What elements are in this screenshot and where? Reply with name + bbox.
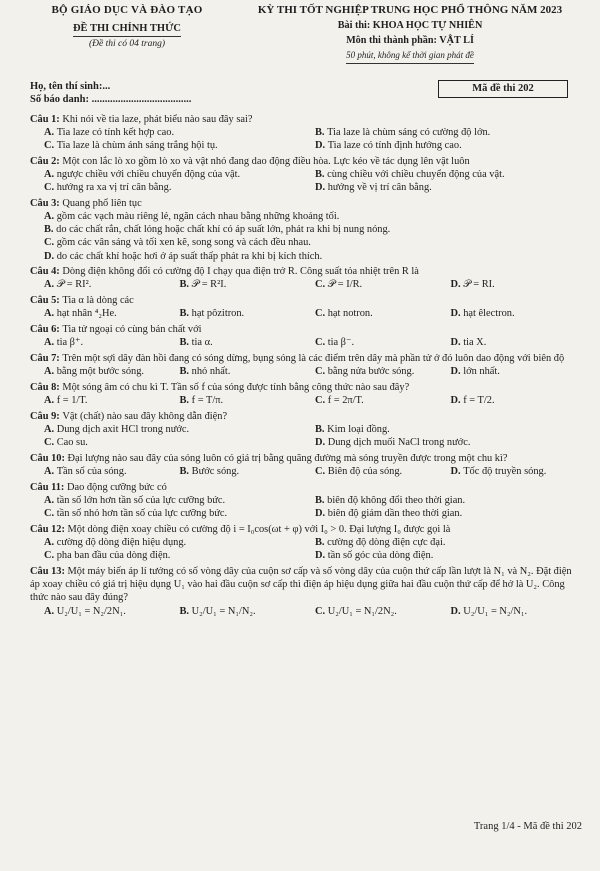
option-label: D.	[450, 605, 464, 617]
option-label: A.	[44, 279, 57, 291]
option-a	[44, 126, 309, 139]
question-4	[30, 265, 580, 291]
option-label: A.	[44, 168, 57, 180]
option-label: D.	[315, 182, 328, 194]
question-text: Một con lắc lò xo gồm lò xo và vật nhỏ đang dao động điều hòa. Lực kéo về tác dụng lên vật luôn	[62, 155, 470, 167]
question-stem	[30, 197, 580, 210]
exam-code: Mã đề thi 202	[438, 80, 568, 98]
option-text: tia β⁺.	[56, 337, 84, 349]
option-d	[315, 181, 580, 194]
option-text: tần số nhỏ hơn tần số của lực cưỡng bức.	[56, 508, 228, 520]
option-label: B.	[315, 126, 328, 138]
question-text: Một máy biến áp lí tưởng có số vòng dây của cuộn sơ cấp và số vòng dây của cuộn thứ cấp lần lượt là N₁ và N₂. Đặt điện áp xoay chiều có giá trị hiệu dụng U₁ vào hai đầu cuộn sơ cấp thì điện áp hiệu dụng giữa hai đầu cuộn thứ cấp để hở là U₂. Công thức nào sau đây đúng?	[30, 566, 572, 604]
option-b	[315, 423, 580, 436]
option-text: bằng nửa bước sóng.	[327, 366, 415, 378]
option-text: cùng chiều với chiều chuyển động của vật.	[327, 168, 505, 180]
option-text: biên độ không đổi theo thời gian.	[327, 494, 466, 506]
option-text: hạt êlectron.	[463, 308, 515, 320]
option-b	[315, 168, 580, 181]
option-text: ngược chiều với chiều chuyển động của vật.	[56, 168, 241, 180]
option-b	[315, 494, 580, 507]
option-label: A.	[44, 494, 57, 506]
option-a	[44, 168, 309, 181]
option-a	[44, 394, 174, 407]
option-list	[30, 494, 580, 520]
question-stem	[30, 265, 580, 278]
option-label: A.	[44, 466, 57, 478]
option-b	[315, 536, 580, 549]
option-label: C.	[315, 279, 328, 291]
option-a	[44, 536, 309, 549]
option-d	[315, 507, 580, 520]
option-list	[30, 168, 580, 194]
exam-subject: Bài thi: KHOA HỌC TỰ NHIÊN	[337, 20, 483, 32]
option-text: f = 2π/T.	[327, 395, 364, 407]
question-number: Câu 4:	[30, 266, 63, 278]
option-c	[44, 507, 309, 520]
option-d	[451, 336, 581, 349]
option-text: bằng một bước sóng.	[56, 366, 145, 378]
option-text: U₂/U₁ = N₂/2N₁.	[56, 605, 126, 617]
option-label: B.	[315, 423, 328, 435]
option-label: C.	[44, 437, 57, 449]
header-right	[235, 4, 585, 64]
option-c	[315, 365, 445, 378]
question-stem	[30, 452, 580, 465]
question-7	[30, 352, 580, 378]
option-b	[180, 336, 310, 349]
option-text: tần số góc của dòng điện.	[327, 550, 434, 562]
question-number: Câu 9:	[30, 410, 63, 422]
option-label: B.	[179, 605, 192, 617]
question-9	[30, 410, 580, 450]
option-label: A.	[44, 210, 57, 222]
option-label: A.	[44, 366, 57, 378]
question-10	[30, 452, 580, 478]
option-label: D.	[315, 437, 328, 449]
option-list	[30, 394, 580, 407]
option-c	[315, 336, 445, 349]
option-text: Bước sóng.	[191, 466, 240, 478]
option-text: U₂/U₁ = N₁/N₂.	[191, 605, 256, 617]
option-label: A.	[44, 423, 57, 435]
question-3	[30, 197, 580, 263]
option-text: Tốc độ truyền sóng.	[463, 466, 547, 478]
option-d	[451, 278, 581, 291]
option-b	[180, 365, 310, 378]
question-text: Vật (chất) nào sau đây không dẫn điện?	[62, 410, 228, 422]
option-label: B.	[179, 279, 192, 291]
question-stem	[30, 481, 580, 494]
option-c	[315, 394, 445, 407]
official-label: ĐỀ THI CHÍNH THỨC	[73, 22, 181, 37]
option-b	[180, 394, 310, 407]
option-label: B.	[179, 308, 192, 320]
option-a	[44, 605, 174, 618]
option-a	[44, 465, 174, 478]
option-c	[44, 549, 309, 562]
option-text: hướng về vị trí cân bằng.	[327, 182, 432, 194]
option-text: gồm các vạch màu riêng lẻ, ngăn cách nhau bằng những khoảng tối.	[56, 210, 340, 222]
option-label: C.	[44, 508, 57, 520]
option-label: B.	[179, 337, 192, 349]
option-text: gồm các vân sáng và tối xen kẽ, song song và cách đều nhau.	[56, 237, 311, 249]
option-text: nhỏ nhất.	[191, 366, 231, 378]
option-label: D.	[315, 550, 328, 562]
question-12	[30, 523, 580, 563]
option-text: Cao su.	[56, 437, 88, 449]
option-d	[315, 139, 580, 152]
option-label: D.	[450, 308, 464, 320]
question-number: Câu 8:	[30, 381, 63, 393]
option-label: B.	[315, 168, 328, 180]
option-c	[315, 465, 445, 478]
option-text: do các chất khí hoặc hơi ở áp suất thấp phát ra khi bị kích thích.	[56, 250, 323, 262]
option-c	[44, 436, 309, 449]
page-footer: Trang 1/4 - Mã đề thi 202	[473, 820, 582, 832]
option-label: D.	[450, 395, 464, 407]
option-label: D.	[450, 466, 464, 478]
question-stem	[30, 323, 580, 336]
option-label: D.	[315, 508, 328, 520]
question-text: Một dòng điện xoay chiều có cường độ i = I₀cos(ωt + φ) với I₀ > 0. Đại lượng I₀ được gọi là	[67, 523, 451, 535]
option-d	[451, 307, 581, 320]
option-text: Dung dịch axit HCl trong nước.	[56, 423, 190, 435]
option-text: f = 1/T.	[56, 395, 88, 407]
option-label: A.	[44, 605, 57, 617]
option-label: C.	[315, 337, 328, 349]
option-label: C.	[44, 237, 57, 249]
question-13	[30, 565, 580, 618]
option-list	[30, 423, 580, 449]
option-c	[44, 236, 580, 249]
question-stem	[30, 294, 580, 307]
option-label: A.	[44, 126, 57, 138]
option-list	[30, 126, 580, 152]
candidate-info	[30, 80, 580, 110]
option-text: tần số lớn hơn tần số của lực cưỡng bức.	[56, 494, 226, 506]
question-text: Tia tử ngoại có cùng bản chất với	[62, 324, 202, 336]
question-text: Quang phổ liên tục	[62, 197, 142, 209]
option-d	[451, 605, 581, 618]
option-a	[44, 278, 174, 291]
question-text: Tia α là dòng các	[62, 295, 134, 307]
option-text: Tia laze là chùm sáng có cường độ lớn.	[327, 126, 491, 138]
option-text: tia X.	[463, 337, 487, 349]
option-label: D.	[450, 366, 464, 378]
option-label: C.	[315, 605, 328, 617]
candidate-id: Số báo danh: ......................................	[30, 94, 192, 106]
exam-header	[30, 0, 580, 72]
page-count: (Đề thi có 04 trang)	[89, 39, 165, 50]
option-list	[30, 605, 580, 618]
option-label: B.	[315, 494, 328, 506]
question-number: Câu 13:	[30, 566, 68, 577]
exam-time: 50 phút, không kể thời gian phát đề	[346, 49, 474, 64]
option-label: A.	[44, 308, 57, 320]
option-a	[44, 494, 309, 507]
option-list	[30, 336, 580, 349]
option-text: cường độ dòng điện cực đại.	[327, 537, 446, 549]
option-label: D.	[44, 250, 57, 262]
question-number: Câu 3:	[30, 197, 63, 209]
question-stem	[30, 565, 580, 605]
option-text: tia β⁻.	[327, 337, 355, 349]
question-8	[30, 381, 580, 407]
question-number: Câu 6:	[30, 324, 63, 336]
option-text: Tia laze là chùm ánh sáng trắng hội tụ.	[56, 139, 218, 151]
question-number: Câu 11:	[30, 481, 67, 493]
option-list	[30, 536, 580, 562]
option-c	[44, 181, 309, 194]
option-b	[44, 223, 580, 236]
ministry-name: BỘ GIÁO DỤC VÀ ĐÀO TẠO	[51, 4, 203, 16]
option-a	[44, 307, 174, 320]
option-b	[180, 278, 310, 291]
option-label: B.	[44, 224, 57, 236]
question-stem	[30, 381, 580, 394]
option-text: U₂/U₁ = N₁/2N₂.	[327, 605, 397, 617]
option-c	[315, 605, 445, 618]
option-d	[44, 250, 580, 263]
question-stem	[30, 410, 580, 423]
question-text: Đại lượng nào sau đây của sóng luôn có giá trị bằng quãng đường mà sóng truyền được trong một chu kì?	[67, 452, 508, 464]
option-text: f = T/π.	[191, 395, 224, 407]
question-number: Câu 7:	[30, 352, 63, 364]
option-label: C.	[315, 395, 328, 407]
question-number: Câu 5:	[30, 295, 63, 307]
option-b	[180, 307, 310, 320]
option-text: Dung dịch muối NaCl trong nước.	[327, 437, 471, 449]
option-a	[44, 365, 174, 378]
option-text: pha ban đầu của dòng điện.	[56, 550, 171, 562]
option-label: C.	[315, 366, 328, 378]
option-list	[30, 307, 580, 320]
question-5	[30, 294, 580, 320]
option-d	[451, 394, 581, 407]
question-text: Dao động cưỡng bức có	[66, 481, 167, 493]
option-label: B.	[315, 537, 328, 549]
question-stem	[30, 113, 580, 126]
option-text: hạt pôzitron.	[191, 308, 245, 320]
option-text: 𝒫 = RI².	[56, 279, 92, 291]
option-label: D.	[315, 139, 328, 151]
option-text: 𝒫 = R²I.	[191, 279, 227, 291]
option-label: A.	[44, 537, 57, 549]
option-list	[30, 365, 580, 378]
option-b	[180, 605, 310, 618]
option-b	[315, 126, 580, 139]
question-number: Câu 2:	[30, 155, 63, 167]
option-label: B.	[179, 466, 192, 478]
question-1	[30, 113, 580, 153]
question-6	[30, 323, 580, 349]
question-stem	[30, 523, 580, 536]
option-d	[315, 436, 580, 449]
option-a	[44, 423, 309, 436]
option-list	[30, 465, 580, 478]
question-stem	[30, 352, 580, 365]
option-text: f = T/2.	[463, 395, 495, 407]
option-d	[451, 465, 581, 478]
option-text: Kim loại đồng.	[327, 423, 390, 435]
option-b	[180, 465, 310, 478]
option-label: A.	[44, 337, 57, 349]
option-text: 𝒫 = I/R.	[327, 279, 363, 291]
exam-title: KỲ THI TỐT NGHIỆP TRUNG HỌC PHỔ THÔNG NĂM 2023	[257, 4, 563, 16]
question-number: Câu 12:	[30, 523, 68, 535]
option-label: A.	[44, 395, 57, 407]
option-text: Biên độ của sóng.	[327, 466, 403, 478]
option-list	[30, 278, 580, 291]
question-text: Dòng điện không đổi có cường độ I chạy qua điện trở R. Công suất tỏa nhiệt trên R là	[62, 266, 419, 278]
option-text: U₂/U₁ = N₂/N₁.	[463, 605, 528, 617]
question-2	[30, 155, 580, 195]
option-text: 𝒫 = RI.	[463, 279, 495, 291]
header-left	[32, 4, 222, 52]
option-c	[315, 278, 445, 291]
question-text: Khi nói về tia laze, phát biểu nào sau đây sai?	[62, 113, 253, 125]
option-label: C.	[44, 182, 57, 194]
question-list	[30, 113, 580, 618]
option-label: B.	[179, 366, 192, 378]
option-label: C.	[44, 139, 57, 151]
question-text: Trên một sợi dây đàn hồi đang có sóng dừng, bụng sóng là các điểm trên dây mà phần tử ở đó luôn dao động với biên độ	[62, 352, 565, 364]
option-d	[451, 365, 581, 378]
option-c	[44, 139, 309, 152]
option-text: Tia laze có tính định hướng cao.	[327, 139, 462, 151]
option-text: lớn nhất.	[463, 366, 500, 378]
option-d	[315, 549, 580, 562]
option-a	[44, 336, 174, 349]
option-label: D.	[450, 279, 464, 291]
option-text: Tia laze có tính kết hợp cao.	[56, 126, 175, 138]
option-text: tia α.	[191, 337, 213, 349]
option-text: hạt nhân ⁴₂He.	[56, 308, 117, 320]
option-label: C.	[315, 308, 328, 320]
candidate-name: Họ, tên thí sinh:...	[30, 81, 111, 92]
question-text: Một sóng âm có chu kì T. Tần số f của sóng được tính bằng công thức nào sau đây?	[62, 381, 410, 393]
option-a	[44, 210, 580, 223]
option-text: do các chất rắn, chất lỏng hoặc chất khí có áp suất lớn, phát ra khi bị nung nóng.	[56, 224, 391, 236]
option-text: hạt notron.	[327, 308, 373, 320]
option-text: Tần số của sóng.	[56, 466, 127, 478]
exam-component: Môn thi thành phần: VẬT LÍ	[346, 35, 474, 47]
question-number: Câu 10:	[30, 452, 68, 464]
option-label: C.	[44, 550, 57, 562]
question-number: Câu 1:	[30, 113, 63, 125]
option-label: D.	[450, 337, 464, 349]
option-list	[30, 210, 580, 263]
question-11	[30, 481, 580, 521]
option-label: B.	[179, 395, 192, 407]
option-text: biên độ giảm dần theo thời gian.	[327, 508, 463, 520]
option-text: cường độ dòng điện hiệu dụng.	[56, 537, 187, 549]
option-label: C.	[315, 466, 328, 478]
option-text: hướng ra xa vị trí cân bằng.	[56, 182, 172, 194]
option-c	[315, 307, 445, 320]
question-stem	[30, 155, 580, 168]
